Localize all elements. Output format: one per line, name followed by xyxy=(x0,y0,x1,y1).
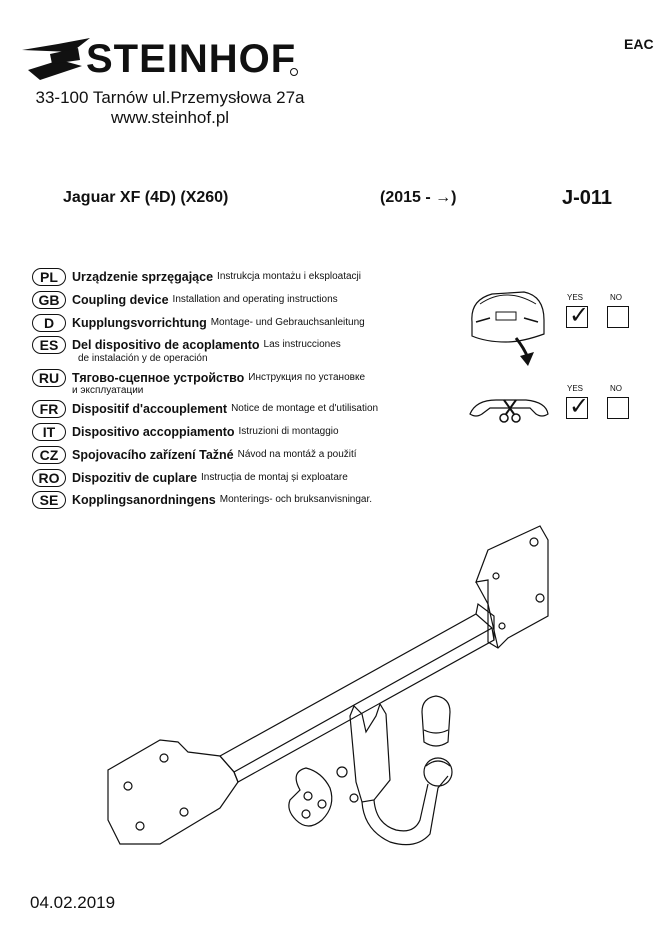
lang-subtitle: Instrucția de montaj și exploatare xyxy=(201,472,348,483)
lang-row-es xyxy=(32,334,341,355)
lang-row-se xyxy=(32,489,372,510)
lang-title: Kupplungsvorrichtung xyxy=(72,315,207,330)
lang-row-pl xyxy=(32,266,361,287)
product-code: J-011 xyxy=(562,187,613,209)
lang-subtitle: Instrukcja montażu i eksploatacji xyxy=(217,271,362,282)
no-label: NO xyxy=(610,293,622,302)
lang-row-gb xyxy=(32,289,338,310)
lang-title: Spojovacího zařízení Tažné xyxy=(72,447,234,462)
lang-subtitle: Istruzioni di montaggio xyxy=(238,426,339,437)
lang-subtitle: Notice de montage et d'utilisation xyxy=(231,403,379,414)
lang-subtitle: Montage- und Gebrauchsanleitung xyxy=(210,317,365,328)
lang-subtitle: Installation and operating instructions xyxy=(172,294,338,305)
company-address: 33-100 Tarnów ul.Przemysłowa 27a xyxy=(35,88,305,107)
lang-code: GB xyxy=(32,291,66,309)
no-checkbox[interactable] xyxy=(607,306,629,328)
lang-title: Тягово-сцепное устройство xyxy=(72,370,245,385)
lang-code: D xyxy=(32,314,66,332)
car-rear-bumper-icon xyxy=(462,282,552,370)
no-label: NO xyxy=(610,384,622,393)
yes-label: YES xyxy=(567,384,584,393)
eac-mark-icon xyxy=(624,34,654,52)
steinhof-logo xyxy=(20,30,310,90)
no-checkbox[interactable] xyxy=(607,397,629,419)
lang-title: Del dispositivo de acoplamento xyxy=(72,337,260,352)
lang-subtitle-2: de instalación y de operación xyxy=(78,353,208,364)
yes-label: YES xyxy=(567,293,584,302)
lang-code: PL xyxy=(32,268,66,286)
lang-row-fr xyxy=(32,398,378,419)
lang-subtitle-2: и эксплуатации xyxy=(72,385,144,396)
lang-row-it xyxy=(32,421,339,442)
lang-row-ro xyxy=(32,467,348,488)
lang-code: ES xyxy=(32,336,66,354)
check-mark-icon: ✓ xyxy=(569,392,590,420)
yes-checkbox[interactable] xyxy=(566,392,590,420)
svg-text:EAC: EAC xyxy=(624,36,654,52)
lang-subtitle: Monterings- och bruksanvisningar. xyxy=(219,494,373,505)
lang-subtitle: Návod na montáž a použití xyxy=(237,449,357,460)
lang-row-d xyxy=(32,312,365,333)
lang-title: Kopplingsanordningens xyxy=(72,492,216,507)
lang-code: IT xyxy=(32,423,66,441)
company-website: www.steinhof.pl xyxy=(110,108,230,127)
tow-bar-assembly-icon xyxy=(100,520,560,870)
lang-code: FR xyxy=(32,400,66,418)
lang-subtitle: Las instrucciones xyxy=(263,339,341,350)
lang-title: Dispozitiv de cuplare xyxy=(72,470,198,485)
lang-title: Coupling device xyxy=(72,292,169,307)
lang-code: SE xyxy=(32,491,66,509)
lang-title: Urządzenie sprzęgające xyxy=(72,269,214,284)
lang-row-cz xyxy=(32,444,357,465)
lang-code: RU xyxy=(32,369,66,387)
vehicle-model: Jaguar XF (4D) (X260) xyxy=(63,189,229,206)
check-mark-icon: ✓ xyxy=(569,301,590,329)
lang-title: Dispositivo accoppiamento xyxy=(72,424,235,439)
lang-subtitle: Инструкция по установке xyxy=(248,372,366,383)
brand-name: STEINHOF xyxy=(86,37,297,81)
lang-code: RO xyxy=(32,469,66,487)
lang-code: CZ xyxy=(32,446,66,464)
bumper-cut-scissors-icon xyxy=(466,394,552,428)
lang-title: Dispositif d'accouplement xyxy=(72,401,228,416)
vehicle-years: (2015 - →) xyxy=(380,189,457,206)
release-date: 04.02.2019 xyxy=(30,893,116,912)
yes-checkbox[interactable] xyxy=(566,301,590,329)
